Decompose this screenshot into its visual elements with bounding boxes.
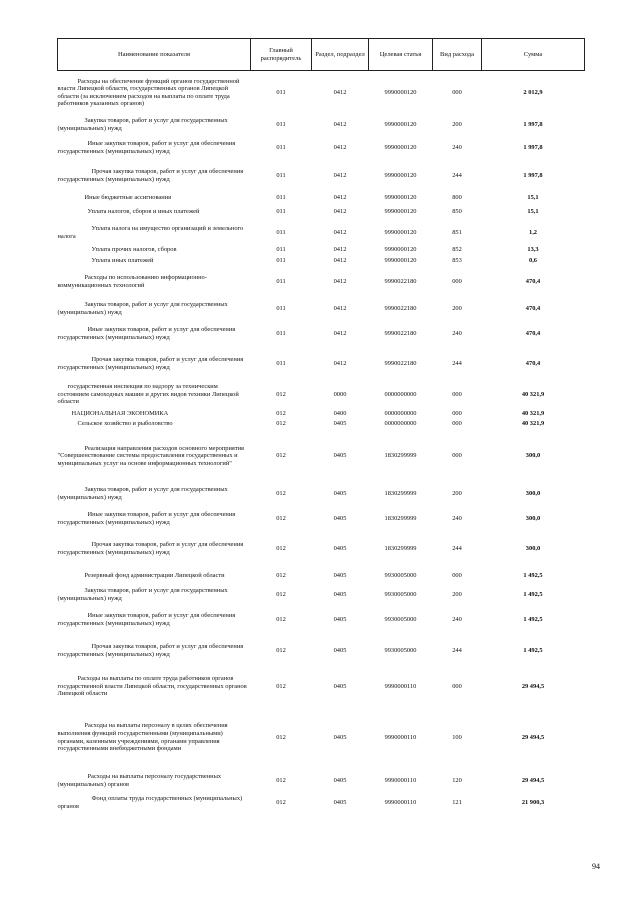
row-sum: 15,1 (527, 208, 539, 216)
row-vr: 121 (452, 798, 462, 806)
table-row (58, 115, 585, 135)
row-grbs: 011 (276, 329, 286, 337)
row-sum: 300,0 (525, 545, 541, 553)
row-grbs: 011 (276, 305, 286, 313)
row-sum: 29 494,5 (521, 776, 545, 784)
row-vr: 851 (452, 228, 462, 236)
row-razdel: 0405 (333, 776, 347, 784)
row-razdel: 0412 (333, 246, 347, 254)
row-name: Иные закупки товаров, работ и услуг для обеспечения государственных (муниципальных) нужд (57, 325, 236, 341)
row-razdel: 0412 (333, 360, 347, 368)
row-csr: 9990000120 (384, 193, 417, 201)
row-razdel: 0405 (333, 571, 347, 579)
table-row (58, 586, 585, 605)
row-grbs: 012 (276, 615, 286, 623)
table-row (58, 161, 585, 192)
row-csr: 9990000110 (384, 776, 417, 784)
row-csr: 0000000000 (384, 409, 417, 417)
row-csr: 9990000110 (384, 682, 417, 690)
row-grbs: 011 (276, 208, 286, 216)
row-csr: 9930005000 (384, 571, 417, 579)
row-sum: 40 321,9 (521, 390, 545, 398)
row-sum: 15,1 (527, 193, 539, 201)
table-row (58, 221, 585, 245)
row-name: Расходы на выплаты персоналу государственных (муниципальных) органов (57, 772, 222, 788)
row-grbs: 012 (276, 490, 286, 498)
row-vr: 200 (452, 305, 462, 313)
row-csr: 1830299999 (384, 490, 417, 498)
row-razdel: 0405 (333, 733, 347, 741)
row-razdel: 0405 (333, 682, 347, 690)
row-grbs: 011 (276, 143, 286, 151)
table-row (58, 429, 585, 484)
row-sum: 1 492,5 (523, 646, 543, 654)
row-vr: 240 (452, 615, 462, 623)
row-name: Прочая закупка товаров, работ и услуг для обеспечения государственных (муниципальных) нужд (57, 541, 244, 556)
row-sum: 2 012,9 (523, 88, 543, 96)
row-vr: 200 (452, 591, 462, 599)
row-vr: 850 (452, 208, 462, 216)
row-razdel: 0412 (333, 305, 347, 313)
row-vr: 240 (452, 329, 462, 337)
row-razdel: 0405 (333, 452, 347, 460)
row-sum: 1 492,5 (523, 591, 543, 599)
budget-page (57, 38, 584, 813)
row-razdel: 0412 (333, 88, 347, 96)
table-row (58, 320, 585, 348)
row-vr: 000 (452, 409, 462, 417)
row-grbs: 012 (276, 409, 286, 417)
row-name: Закупка товаров, работ и услуг для государственных (муниципальных) нужд (57, 587, 228, 602)
row-csr: 1830299999 (384, 545, 417, 553)
header-razdel: Раздел, подраздел (312, 39, 369, 71)
row-csr: 9990022180 (384, 329, 417, 337)
row-sum: 40 321,9 (521, 409, 545, 417)
row-csr: 9990000120 (384, 88, 417, 96)
row-grbs: 011 (276, 256, 286, 264)
row-sum: 29 494,5 (521, 682, 545, 690)
table-row (58, 635, 585, 667)
row-name: Реализация направления расходов основного мероприятия "Совершенствование системы предоставления государственных и муниципальных услуг на основе информационных технологий" (57, 444, 244, 467)
row-name: Расходы на выплаты по оплате труда работников органов государственной власти Липецкой области, государственных органов Липецкой области (57, 675, 247, 698)
table-header (58, 39, 585, 71)
row-sum: 300,0 (525, 490, 541, 498)
row-csr: 9990022180 (384, 278, 417, 286)
row-grbs: 012 (276, 646, 286, 654)
row-razdel: 0412 (333, 228, 347, 236)
row-razdel: 0405 (333, 591, 347, 599)
row-sum: 1 492,5 (523, 571, 543, 579)
row-csr: 9990000110 (384, 733, 417, 741)
header-vr: Вид расхода (433, 39, 482, 71)
row-grbs: 011 (276, 278, 286, 286)
table-row (58, 192, 585, 204)
row-razdel: 0405 (333, 545, 347, 553)
row-grbs: 012 (276, 571, 286, 579)
table-row (58, 71, 585, 115)
row-vr: 240 (452, 143, 462, 151)
row-name: Иные закупки товаров, работ и услуг для обеспечения государственных (муниципальных) нужд (57, 510, 236, 526)
row-name: Прочая закупка товаров, работ и услуг для обеспечения государственных (муниципальных) нужд (57, 642, 244, 658)
row-vr: 244 (452, 545, 462, 553)
row-name: НАЦИОНАЛЬНАЯ ЭКОНОМИКА (71, 409, 169, 417)
row-csr: 9990000120 (384, 208, 417, 216)
row-vr: 000 (452, 278, 462, 286)
row-csr: 9990000120 (384, 228, 417, 236)
row-vr: 244 (452, 360, 462, 368)
row-sum: 470,4 (525, 305, 541, 313)
row-vr: 000 (452, 682, 462, 690)
row-sum: 13,3 (527, 246, 539, 254)
row-name: Фонд оплаты труда государственных (муниципальных) органов (57, 794, 243, 810)
table-body (58, 71, 585, 813)
row-vr: 853 (452, 256, 462, 264)
table-row (58, 245, 585, 256)
table-row (58, 484, 585, 505)
header-csr: Целевая статья (369, 39, 433, 71)
row-razdel: 0412 (333, 120, 347, 128)
row-csr: 9930005000 (384, 591, 417, 599)
table-row (58, 793, 585, 813)
row-csr: 1830299999 (384, 514, 417, 522)
row-grbs: 011 (276, 120, 286, 128)
row-name: Расходы по использованию информационно-коммуникационных технологий (57, 274, 207, 289)
row-grbs: 012 (276, 514, 286, 522)
row-grbs: 012 (276, 419, 286, 427)
row-name: государственная инспекция по надзору за техническим состоянием самоходных машин и других видов техники Липецкой области (57, 383, 239, 406)
row-csr: 9990000120 (384, 172, 417, 180)
row-razdel: 0412 (333, 193, 347, 201)
row-vr: 000 (452, 419, 462, 427)
row-csr: 9990022180 (384, 305, 417, 313)
row-razdel: 0405 (333, 419, 347, 427)
row-name: Уплата налогов, сборов и иных платежей (87, 208, 200, 216)
table-row (58, 667, 585, 707)
row-sum: 21 900,3 (521, 798, 545, 806)
row-name: Иные закупки товаров, работ и услуг для обеспечения государственных (муниципальных) нужд (57, 139, 236, 155)
row-razdel: 0400 (333, 409, 347, 417)
row-name: Уплата иных платежей (91, 256, 154, 264)
row-grbs: 012 (276, 390, 286, 398)
row-sum: 300,0 (525, 514, 541, 522)
budget-table (57, 38, 585, 813)
row-vr: 240 (452, 514, 462, 522)
row-grbs: 011 (276, 88, 286, 96)
header-grbs: Главный распорядитель (251, 39, 312, 71)
row-grbs: 011 (276, 360, 286, 368)
row-csr: 0000000000 (384, 419, 417, 427)
row-vr: 200 (452, 120, 462, 128)
row-name: Уплата прочих налогов, сборов (91, 246, 177, 254)
row-sum: 1 997,8 (523, 172, 543, 180)
row-name: Иные бюджетные ассигнования (84, 193, 172, 201)
row-grbs: 011 (276, 246, 286, 254)
row-vr: 000 (452, 88, 462, 96)
row-vr: 244 (452, 172, 462, 180)
row-csr: 1830299999 (384, 452, 417, 460)
row-razdel: 0412 (333, 329, 347, 337)
row-vr: 244 (452, 646, 462, 654)
row-razdel: 0412 (333, 256, 347, 264)
row-csr: 9990000120 (384, 246, 417, 254)
row-name: Резервный фонд администрации Липецкой области (84, 571, 225, 579)
row-sum: 40 321,9 (521, 419, 545, 427)
row-csr: 9990000120 (384, 120, 417, 128)
row-vr: 100 (452, 733, 462, 741)
row-razdel: 0412 (333, 208, 347, 216)
row-vr: 852 (452, 246, 462, 254)
row-sum: 1 997,8 (523, 143, 543, 151)
row-razdel: 0412 (333, 278, 347, 286)
row-razdel: 0405 (333, 646, 347, 654)
row-vr: 000 (452, 390, 462, 398)
row-grbs: 012 (276, 733, 286, 741)
row-sum: 470,4 (525, 360, 541, 368)
row-sum: 1 997,8 (523, 120, 543, 128)
row-csr: 9990000120 (384, 256, 417, 264)
row-csr: 9990022180 (384, 360, 417, 368)
row-csr: 9990000110 (384, 798, 417, 806)
table-row (58, 256, 585, 266)
page-number: 94 (592, 862, 600, 871)
header-sum: Сумма (482, 39, 585, 71)
row-csr: 9990000120 (384, 143, 417, 151)
table-row (58, 533, 585, 566)
row-sum: 1,2 (529, 228, 537, 236)
row-sum: 0,6 (529, 256, 537, 264)
table-row (58, 419, 585, 429)
table-row (58, 769, 585, 793)
table-row (58, 566, 585, 586)
row-grbs: 012 (276, 591, 286, 599)
row-name: Сельское хозяйство и рыболовство (77, 419, 173, 427)
row-razdel: 0405 (333, 490, 347, 498)
row-grbs: 012 (276, 682, 286, 690)
row-vr: 000 (452, 571, 462, 579)
table-row (58, 381, 585, 409)
row-grbs: 011 (276, 228, 286, 236)
table-row (58, 707, 585, 769)
row-csr: 9930005000 (384, 615, 417, 623)
row-grbs: 012 (276, 776, 286, 784)
row-name: Расходы на обеспечение функций органов государственной власти Липецкой области, государственных органов Липецкой области (за исключением расходов на выплаты по оплате труда работников указанных органов) (57, 77, 240, 108)
row-name: Закупка товаров, работ и услуг для государственных (муниципальных) нужд (57, 301, 228, 316)
row-sum: 1 492,5 (523, 615, 543, 623)
row-grbs: 012 (276, 545, 286, 553)
row-vr: 120 (452, 776, 462, 784)
row-vr: 200 (452, 490, 462, 498)
table-row (58, 204, 585, 221)
row-csr: 0000000000 (384, 390, 417, 398)
row-name: Уплата налога на имущество организаций и земельного налога (57, 224, 244, 240)
row-razdel: 0000 (333, 390, 347, 398)
row-name: Расходы на выплаты персоналу в целях обеспечения выполнения функций государственными (муниципальными) органами, казенными учреждениями, органами управления государственными внебюджетными фондами (57, 722, 228, 753)
row-vr: 800 (452, 193, 462, 201)
row-razdel: 0412 (333, 143, 347, 151)
table-row (58, 266, 585, 299)
row-name: Закупка товаров, работ и услуг для государственных (муниципальных) нужд (57, 116, 228, 132)
table-row (58, 605, 585, 635)
row-name: Закупка товаров, работ и услуг для государственных (муниципальных) нужд (57, 486, 228, 501)
row-sum: 300,0 (525, 452, 541, 460)
row-name: Прочая закупка товаров, работ и услуг для обеспечения государственных (муниципальных) нужд (57, 168, 244, 183)
table-row (58, 348, 585, 381)
table-row (58, 299, 585, 320)
row-name: Прочая закупка товаров, работ и услуг для обеспечения государственных (муниципальных) нужд (57, 356, 244, 371)
row-grbs: 011 (276, 193, 286, 201)
table-row (58, 135, 585, 161)
row-razdel: 0412 (333, 172, 347, 180)
row-grbs: 011 (276, 172, 286, 180)
header-name: Наименование показателя (58, 39, 251, 71)
row-sum: 29 494,5 (521, 733, 545, 741)
row-razdel: 0405 (333, 615, 347, 623)
table-row (58, 409, 585, 419)
row-sum: 470,4 (525, 278, 541, 286)
row-sum: 470,4 (525, 329, 541, 337)
row-razdel: 0405 (333, 514, 347, 522)
row-vr: 000 (452, 452, 462, 460)
row-name: Иные закупки товаров, работ и услуг для обеспечения государственных (муниципальных) нужд (57, 611, 236, 627)
table-row (58, 505, 585, 533)
row-csr: 9930005000 (384, 646, 417, 654)
row-razdel: 0405 (333, 798, 347, 806)
row-grbs: 012 (276, 452, 286, 460)
row-grbs: 012 (276, 798, 286, 806)
